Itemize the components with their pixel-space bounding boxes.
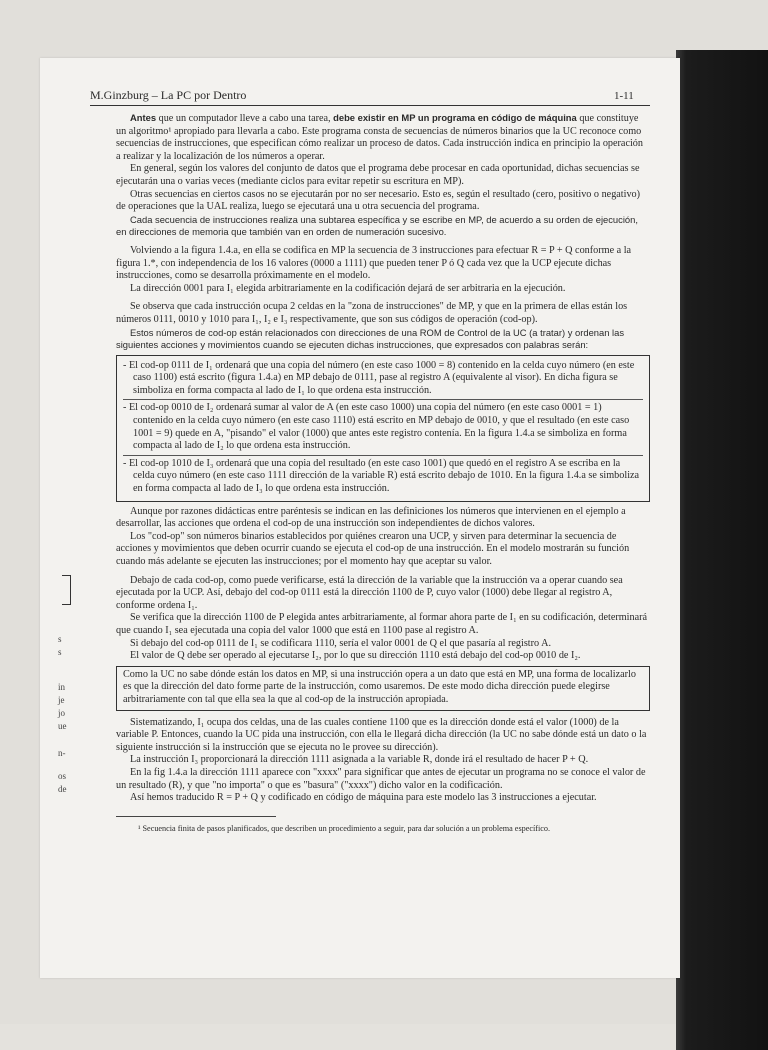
paragraph: Aunque por razones didácticas entre paréntesis se indican en las definiciones los números que intervienen en el ejemplo a desarrollar, las acciones que ordena el cod-op de una instrucción son independientes de dichos valores. [116, 505, 626, 530]
paragraph: La instrucción I₃ proporcionará la dirección 1111 asignada a la variable R, donde irá el resultado de hacer P + Q. [130, 754, 589, 766]
paragraph: Los "cod-op" son números binarios establecidos por quiénes crearon una UCP, y sirven para determinar la secuencia de acciones y movimientos que deben ocurrir cuando se ejecuta el cod-op de una instrucción. En el modelo mostrarán su función cuando más adelante se ejecuten las instrucciones; por el momento hay que aceptar su valor. [116, 530, 630, 567]
scanner-shadow-band [676, 50, 768, 1050]
box-item-i1: - El cod-op 0111 de I₁ ordenará que una copia del número (en este caso 1000 = 8) contenido en la celda cuyo número (en este caso 1100) está escrito (figura 1.4.a) en MP debajo de 0111, pase al registro A (equivalente al visor). En dicha figura se simboliza en forma compacta al lado de I₁ lo que ordena esta instrucción. [123, 359, 635, 396]
paragraph: Otras secuencias en ciertos casos no se ejecutarán por no ser necesario. Esto es, según el resultado (cero, positivo o negativo) de operaciones que la UAL realiza, luego se ejecutará una u otra secuencia del programa. [116, 188, 641, 213]
paragraph: Sistematizando, I₁ ocupa dos celdas, una de las cuales contiene 1100 que es la dirección donde está el valor (1000) de la variable P. Entonces, cuando la UC pida una instrucción, con ella le llegará dicha dirección (la UC no sabe dónde está un dato o la siguiente instrucción si la instrucción que se ejecuta no le provee su dirección). [116, 716, 647, 753]
page-number: 1-11 [614, 90, 634, 102]
paragraph: En la fig 1.4.a la dirección 1111 aparece con "xxxx" para significar que antes de ejecutar un programa no se conoce el valor de un resultado (R), y que "no importa" o que es "basura" ("xxxx") dicho valor en la codificación. [116, 766, 646, 791]
paragraph: Si debajo del cod-op 0111 de I₁ se codificara 1110, sería el valor 0001 de Q el que pasaría al registro A. [130, 637, 552, 649]
running-header-title: M.Ginzburg – La PC por Dentro [90, 88, 247, 102]
margin-fragment: in [58, 682, 66, 692]
paragraph: Antes que un computador lleve a cabo una tarea, debe existir en MP un programa en código de máquina que constituye un algoritmo¹ apropiado para llevarla a cabo. Este programa consta de secuencias de números binarios que la UC reconoce como secuencias de instrucciones, que especifican cómo realizar un proceso de datos. Cada instrucción indica en principio la operación a realizar y la localización de los números a operar. [116, 112, 643, 162]
margin-fragment: jo [58, 708, 66, 718]
box-item-i2: - El cod-op 0010 de I₂ ordenará sumar al valor de A (en este caso 1000) una copia del número (en este caso 0001 = 1) contenido en la celda cuyo número (en este caso 1110) está escrito en MP debajo de 0010, y que el resultado (en este caso 1001 = 9) quede en A, "pisando" el valor (1000) que antes este registro contenía. En la figura 1.4.a se simboliza en forma compacta al lado de I₂ lo que ordena esta instrucción. [123, 402, 630, 452]
left-margin-fragments [58, 575, 67, 796]
paragraph: Cada secuencia de instrucciones realiza una subtarea específica y se escribe en MP, de acuerdo a su orden de ejecución, en direcciones de memoria que también van en orden de numeración sucesivo. [116, 213, 638, 238]
box-item-i3: - El cod-op 1010 de I₃ ordenará que una copia del resultado (en este caso 1001) que quedó en el registro A se escriba en la celda cuyo número (en este caso 1111 dirección de la variable R) está escrito debajo de 1010. En la figura 1.4.a se simboliza en forma compacta al lado de I₃ lo que ordena esta instrucción. [123, 457, 640, 495]
margin-fragment: s [58, 634, 62, 644]
margin-fragment: je [58, 695, 65, 705]
header-rule [90, 105, 650, 106]
paragraph: El valor de Q debe ser operado al ejecutarse I₂, por lo que su dirección 1110 está debajo del cod-op 0010 de I₂. [130, 650, 581, 662]
paragraph: Se verifica que la dirección 1100 de P elegida antes arbitrariamente, al formar ahora parte de I₁ en su codificación, determinará que cuando I₁ sea ejecutada una copia del valor 1000 que está en 1100 pase al registro A. [116, 612, 648, 636]
paragraph: La dirección 0001 para I₁ elegida arbitrariamente en la codificación dejará de ser arbitraria en la ejecución. [130, 282, 566, 294]
margin-fragment: n- [58, 748, 66, 758]
footnote-rule [116, 816, 276, 817]
paragraph: Estos números de cod-op están relacionados con direcciones de una ROM de Control de la UC (a tratar) y ordenan las siguientes acciones y movimientos cuando se ejecuten dichas instrucciones, que expresados con palabras serán: [116, 326, 625, 351]
margin-fragment: de [58, 784, 67, 794]
margin-fragment: ue [58, 721, 67, 731]
paragraph: Debajo de cada cod-op, como puede verificarse, está la dirección de la variable que la instrucción va a operar cuando sea ejecutada por la UCP. Así, debajo del cod-op 0111 está la dirección 1100 de P, cuyo valor (1000) debe llegar al registro A, conforme ordena I₁. [116, 574, 623, 611]
paragraph: Se observa que cada instrucción ocupa 2 celdas en la "zona de instrucciones" de MP, y que en la primera de ellas están los números 0111, 0010 y 1010 para I₁, I₂ e I₃ respectivamente, que son sus códigos de operación (cod-op). [116, 301, 628, 325]
divider [123, 399, 643, 400]
margin-fragment: os [58, 771, 67, 781]
paragraph: En general, según los valores del conjunto de datos que el programa debe procesar en cada oportunidad, dichas secuencias se ejecutarán una o varias veces (mediante ciclos para evitar repetir su escritura en MP). [116, 163, 640, 187]
divider [123, 455, 643, 456]
margin-fragment: s [58, 647, 62, 657]
box-text: Como la UC no sabe dónde están los datos en MP, si una instrucción opera a un dato que está en MP, una forma de localizarlo es que la dirección del dato forme parte de la instrucción, como usaremos. De este modo dicha dirección puede elegirse arbitrariamente con tal que ella sea la que al cod-op de la instrucción apropiada. [123, 668, 636, 705]
paragraph: Volviendo a la figura 1.4.a, en ella se codifica en MP la secuencia de 3 instrucciones para efectuar R = P + Q conforme a la figura 1.*, con independencia de los 16 valores (0000 a 1111) que pueden tener P ó Q cada vez que la UCP ejecute dichas instrucciones, como se desarrolla próximamente en el modelo. [116, 244, 632, 282]
address-note-box [116, 666, 650, 711]
cod-op-actions-box [116, 355, 650, 502]
footnote: ¹ Secuencia finita de pasos planificados, que describen un procedimiento a seguir, para dar solución a un problema específico. [138, 824, 551, 833]
paragraph: Así hemos traducido R = P + Q y codificado en código de máquina para este modelo las 3 instrucciones a ejecutar. [130, 792, 597, 804]
document-body [116, 112, 650, 805]
margin-bracket [62, 575, 71, 605]
